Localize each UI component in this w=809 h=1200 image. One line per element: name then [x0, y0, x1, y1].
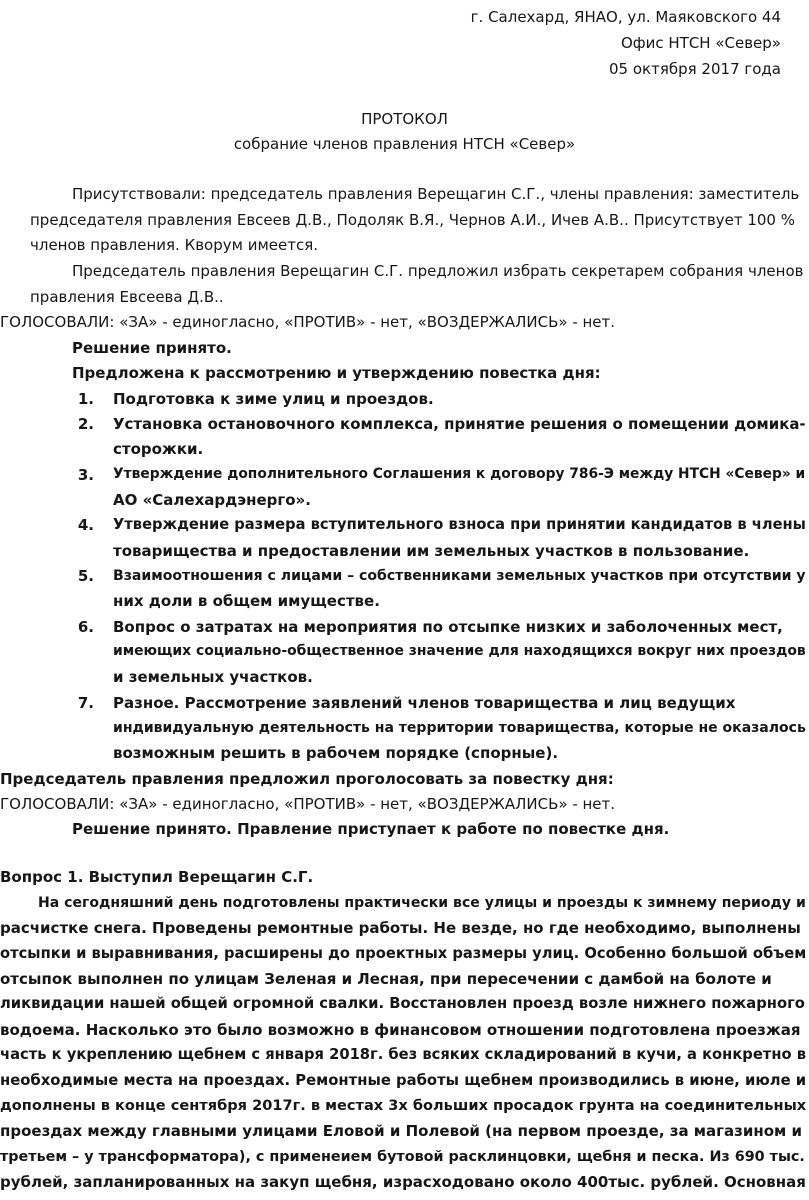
question-body-line: дополнены в конце сентября 2017г. в местах 3х больших просадок грунта на соединительных: [0, 1097, 807, 1114]
question-body-line: проездах между главными улицами Еловой и Полевой (на первом проезде, за магазином и: [0, 1122, 803, 1140]
agenda-item-line: Вопрос о затратах на мероприятия по отсыпке низких и заболоченных мест,: [113, 618, 783, 636]
agenda-item-line: возможным решить в рабочем порядке (спорные).: [113, 744, 559, 762]
question-body-line: часть к укреплению щебнем с января 2018г. без всяких складирований в кучи, а конкретно в: [0, 1046, 807, 1063]
document-subtitle: собрание членов правления НТСН «Север»: [233, 135, 576, 153]
decision-text: Решение принято. Правление приступает к работе по повестке дня.: [72, 820, 670, 838]
agenda-item-line: Подготовка к зиме улиц и проездов.: [113, 390, 434, 408]
document-title: ПРОТОКОЛ: [361, 110, 448, 128]
secretary-proposal-line: правления Евсеева Д.В..: [30, 288, 224, 306]
question-body-line: рублей, запланированных на закуп щебня, израсходовано около 400тыс. рублей. Основная: [0, 1173, 806, 1191]
agenda-item-line: имеющих социально-общественное значение для находящихся вокруг них проездов: [113, 643, 806, 659]
agenda-item-line: Утверждение дополнительного Соглашения к договору 786-Э между НТСН «Север» и: [113, 466, 806, 482]
agenda-item-line: сторожки.: [113, 440, 204, 458]
agenda-number: 3.: [77, 466, 94, 484]
agenda-item-line: индивидуальную деятельность на территории товарищества, которые не оказалось: [113, 720, 806, 736]
decision-text: Решение принято.: [72, 339, 232, 357]
agenda-item-line: Утверждение размера вступительного взноса при принятии кандидатов в члены: [113, 516, 806, 533]
attendance-line: председателя правления Евсеев Д.В., Подоляк В.Я., Чернов А.И., Ичев А.В.. Присутствует 100 %: [30, 211, 795, 229]
question-body-line: третьем – у трансформатора), с применеием бутовой расклинцовки, щебня и песка. Из 690 тыс.: [0, 1149, 805, 1165]
vote-result: ГОЛОСОВАЛИ: «ЗА» - единогласно, «ПРОТИВ» - нет, «ВОЗДЕРЖАЛИСЬ» - нет.: [0, 313, 616, 331]
attendance-line: Присутствовали: председатель правления Верещагин С.Г., члены правления: заместитель: [72, 185, 800, 203]
agenda-item-line: Разное. Рассмотрение заявлений членов товарищества и лиц ведущих: [113, 694, 736, 712]
question-body-line: На сегодняшний день подготовлены практически все улицы и проезды к зимнему периоду и: [38, 895, 806, 911]
agenda-intro: Предложена к рассмотрению и утверждению повестка дня:: [72, 364, 601, 382]
attendance-line: членов правления. Кворум имеется.: [30, 236, 319, 254]
question-body-line: водоема. Насколько это было возможно в финансовом отношении подготовлена проезжая: [0, 1021, 801, 1039]
agenda-item-line: Взаимоотношения с лицами – собственниками земельных участков при отсутствии у: [113, 568, 806, 584]
header-address: г. Салехард, ЯНАО, ул. Маяковского 44: [470, 8, 781, 26]
question-body-line: отсыпки и выравнивания, расширены до проектных размеры улиц. Особенно большой объем: [0, 945, 807, 962]
agenda-item-line: Установка остановочного комплекса, принятие решения о помещении домика-: [113, 415, 806, 433]
question-body-line: необходимые места на проездах. Ремонтные работы щебнем производились в июне, июле и: [0, 1072, 807, 1089]
agenda-number: 5.: [77, 567, 94, 585]
header-office: Офис НТСН «Север»: [620, 34, 781, 52]
agenda-number: 4.: [77, 516, 94, 534]
agenda-item-line: товарищества и предоставлении им земельных участков в пользование.: [113, 542, 750, 560]
header-date: 05 октября 2017 года: [609, 60, 781, 78]
agenda-number: 1.: [77, 390, 94, 408]
question-heading: Вопрос 1. Выступил Верещагин С.Г.: [0, 868, 314, 886]
agenda-vote-proposal: Председатель правления предложил проголосовать за повестку дня:: [0, 770, 614, 788]
agenda-number: 7.: [77, 694, 94, 712]
vote-result: ГОЛОСОВАЛИ: «ЗА» - единогласно, «ПРОТИВ» - нет, «ВОЗДЕРЖАЛИСЬ» - нет.: [0, 795, 616, 813]
agenda-number: 2.: [77, 415, 94, 433]
question-body-line: отсыпок выполнен по улицам Зеленая и Лесная, при пересечении с дамбой на болоте и: [0, 970, 772, 988]
agenda-item-line: них доли в общем имуществе.: [113, 592, 380, 610]
secretary-proposal-line: Председатель правления Верещагин С.Г. предложил избрать секретарем собрания членов: [72, 262, 804, 280]
agenda-number: 6.: [77, 618, 94, 636]
question-body-line: расчистке снега. Проведены ремонтные работы. Не везде, но где необходимо, выполнены: [0, 919, 801, 937]
agenda-item-line: и земельных участков.: [113, 668, 313, 686]
agenda-item-line: АО «Салехардэнерго».: [113, 491, 311, 509]
question-body-line: ликвидации нашей общей огромной свалки. Восстановлен проезд возле нижнего пожарного: [0, 995, 805, 1012]
